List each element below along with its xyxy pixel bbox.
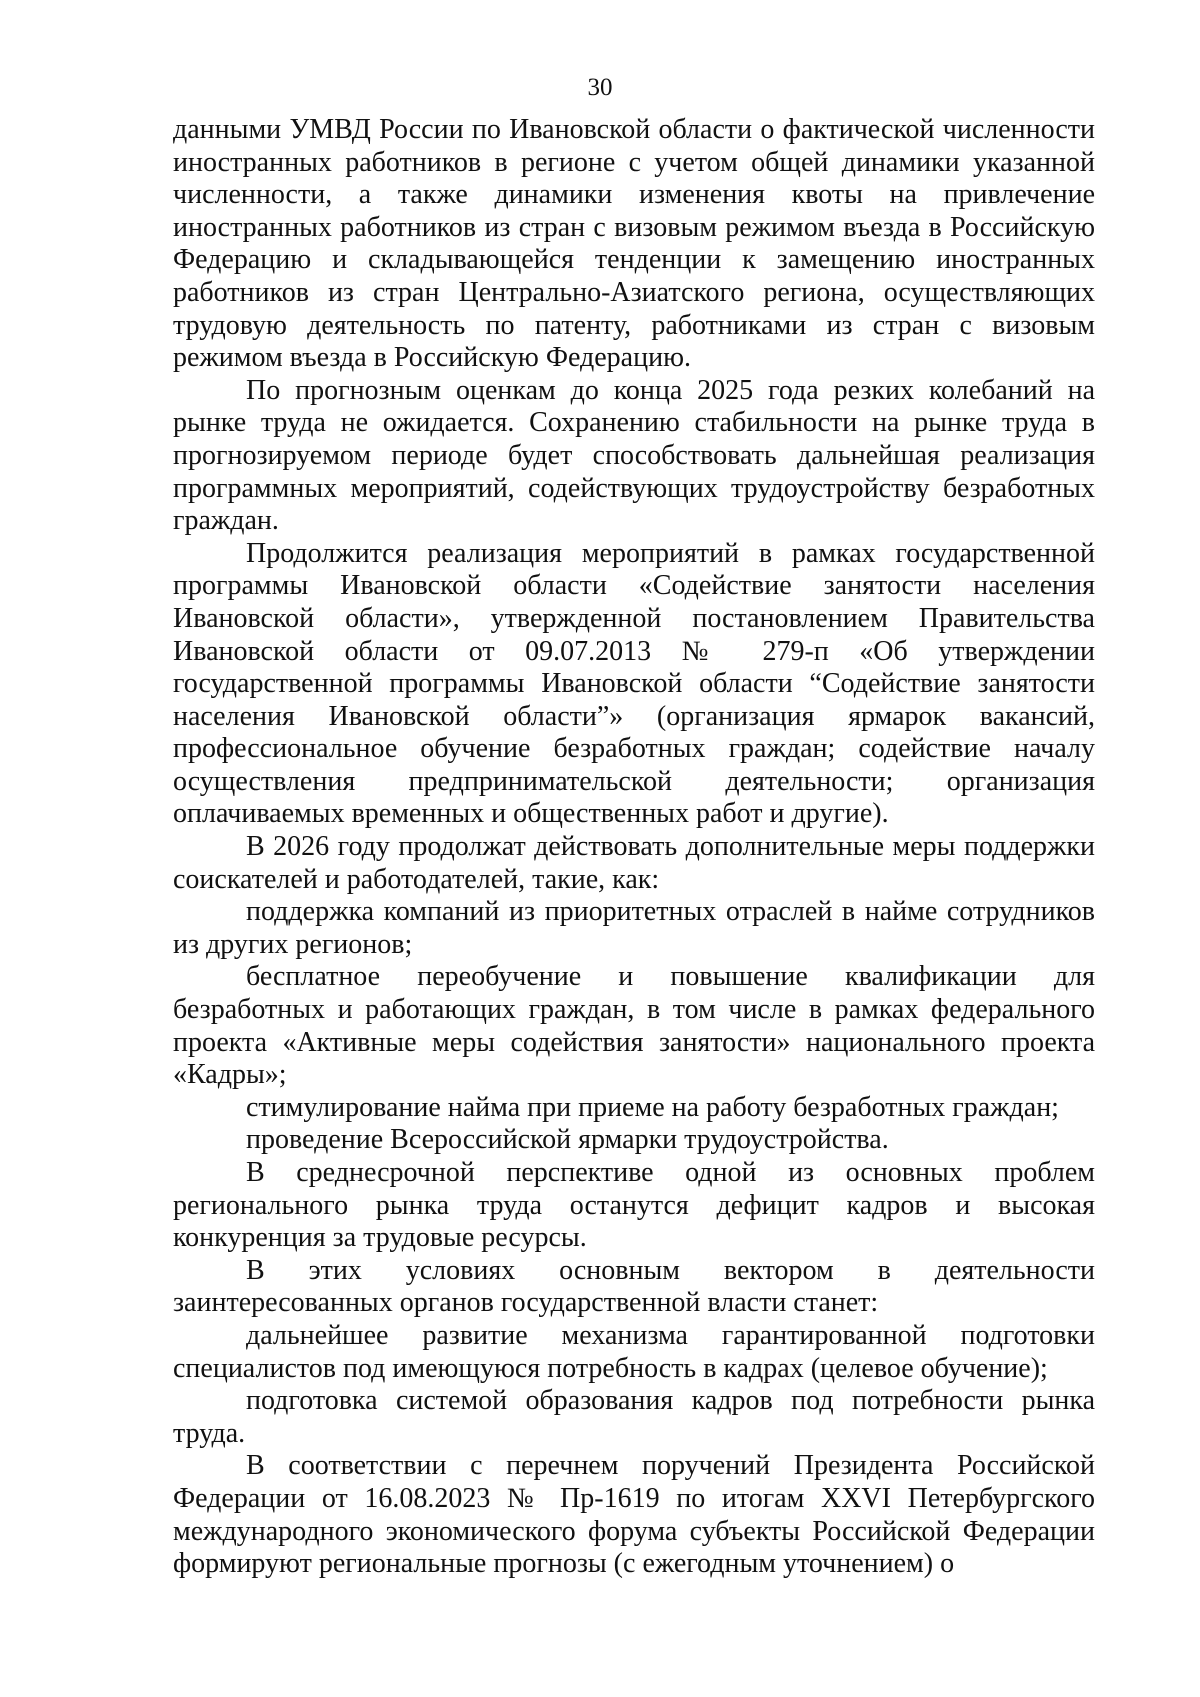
paragraph: В соответствии с перечнем поручений Президента Российской Федерации от 16.08.2023 № Пр-1619 по итогам XXVI Петербургского международного экономического форума субъекты Российской Федерации формируют региональные прогнозы (с ежегодным уточнением) о — [173, 1450, 1095, 1580]
list-item-paragraph: бесплатное переобучение и повышение квалификации для безработных и работающих граждан, в том числе в рамках федерального проекта «Активные меры содействия занятости» национального проекта «Кадры»; — [173, 961, 1095, 1091]
paragraph: Продолжится реализация мероприятий в рамках государственной программы Ивановской области «Содействие занятости населения Ивановской области», утвержденной постановлением Правительства Ивановской области от 09.07.2013 № 279-п «Об утверждении государственной программы Ивановской области “Содействие занятости населения Ивановской области”» (организация ярмарок вакансий, профессиональное обучение безработных граждан; содействие началу осуществления предпринимательской деятельности; организация оплачиваемых временных и общественных работ и другие). — [173, 537, 1095, 830]
paragraph: В этих условиях основным вектором в деятельности заинтересованных органов государственной власти станет: — [173, 1254, 1095, 1319]
page-number: 30 — [587, 74, 613, 101]
list-item-paragraph: поддержка компаний из приоритетных отраслей в найме сотрудников из других регионов; — [173, 896, 1095, 960]
paragraph: В среднесрочной перспективе одной из основных проблем регионального рынка труда останутся дефицит кадров и высокая конкуренция за трудовые ресурсы. — [173, 1157, 1095, 1254]
list-item-paragraph: проведение Всероссийской ярмарки трудоустройства. — [246, 1124, 889, 1156]
paragraph: В 2026 году продолжат действовать дополнительные меры поддержки соискателей и работодателей, такие, как: — [173, 831, 1095, 895]
paragraph: данными УМВД России по Ивановской области о фактической численности иностранных работников в регионе с учетом общей динамики указанной численности, а также динамики изменения квоты на привлечение иностранных работников из стран с визовым режимом въезда в Российскую Федерацию и складывающейся тенденции к замещению иностранных работников из стран Центрально-Азиатского региона, осуществляющих трудовую деятельность по патенту, работниками из стран с визовым режимом въезда в Российскую Федерацию. — [173, 114, 1095, 374]
paragraph: По прогнозным оценкам до конца 2025 года резких колебаний на рынке труда не ожидается. Сохранению стабильности на рынке труда в прогнозируемом периоде будет способствовать дальнейшая реализация программных мероприятий, содействующих трудоустройству безработных граждан. — [173, 374, 1095, 537]
document-body — [173, 114, 1095, 1581]
list-item-paragraph: подготовка системой образования кадров под потребности рынка труда. — [173, 1385, 1095, 1449]
list-item-paragraph: стимулирование найма при приеме на работу безработных граждан; — [246, 1091, 1059, 1123]
list-item-paragraph: дальнейшее развитие механизма гарантированной подготовки специалистов под имеющуюся потребность в кадрах (целевое обучение); — [173, 1319, 1095, 1384]
